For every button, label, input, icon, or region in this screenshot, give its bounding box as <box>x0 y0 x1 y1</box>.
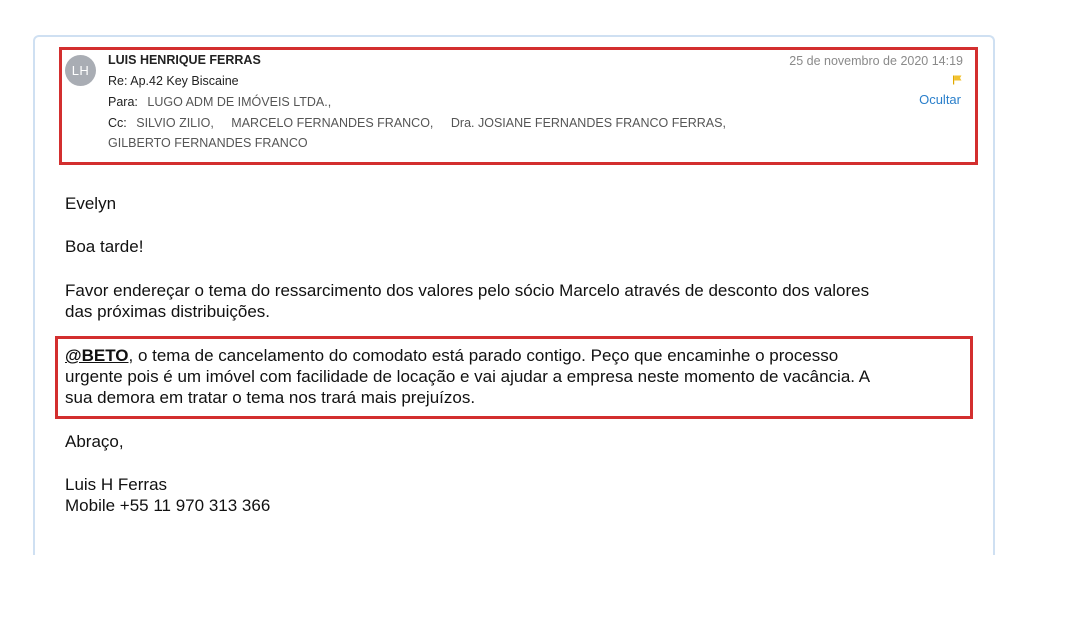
recipient-cc[interactable]: MARCELO FERNANDES FRANCO, <box>231 116 434 130</box>
body-paragraph-1-line-1: Favor endereçar o tema do ressarcimento dos valores pelo sócio Marcelo através de desconto dos valores <box>65 281 870 300</box>
email-subject: Re: Ap.42 Key Biscaine <box>108 74 239 88</box>
cc-label: Cc: <box>108 116 127 130</box>
body-salutation: Boa tarde! <box>65 237 144 256</box>
body-paragraph-2-line-1 <box>65 345 838 366</box>
flag-icon[interactable] <box>952 75 962 85</box>
cc-row <box>108 116 726 130</box>
sender-name[interactable]: LUIS HENRIQUE FERRAS <box>108 53 261 67</box>
paragraph-2-text: , o tema de cancelamento do comodato está parado contigo. Peço que encaminhe o processo <box>128 346 839 365</box>
cc-row-continued <box>108 136 308 150</box>
signature-phone: Mobile +55 11 970 313 366 <box>65 496 271 515</box>
recipient-cc[interactable]: SILVIO ZILIO, <box>136 116 214 130</box>
body-greeting: Evelyn <box>65 194 117 213</box>
recipient-to[interactable]: LUGO ADM DE IMÓVEIS LTDA., <box>147 95 332 109</box>
recipient-cc[interactable]: Dra. JOSIANE FERNANDES FRANCO FERRAS, <box>450 116 726 130</box>
to-row <box>108 95 331 109</box>
to-label: Para: <box>108 95 138 109</box>
recipient-cc[interactable]: GILBERTO FERNANDES FRANCO <box>108 136 308 150</box>
body-paragraph-2-line-2: urgente pois é um imóvel com facilidade de locação e vai ajudar a empresa neste momento de vacância. A <box>65 367 871 386</box>
hide-details-link[interactable]: Ocultar <box>919 92 961 107</box>
signature-name: Luis H Ferras <box>65 475 168 494</box>
sender-avatar[interactable]: LH <box>65 55 96 86</box>
body-paragraph-1-line-2: das próximas distribuições. <box>65 302 271 321</box>
mention-link[interactable]: @BETO <box>65 346 129 365</box>
body-paragraph-2-line-3: sua demora em tratar o tema nos trará mais prejuízos. <box>65 388 476 407</box>
body-closing: Abraço, <box>65 432 124 451</box>
email-date: 25 de novembro de 2020 14:19 <box>789 54 963 68</box>
